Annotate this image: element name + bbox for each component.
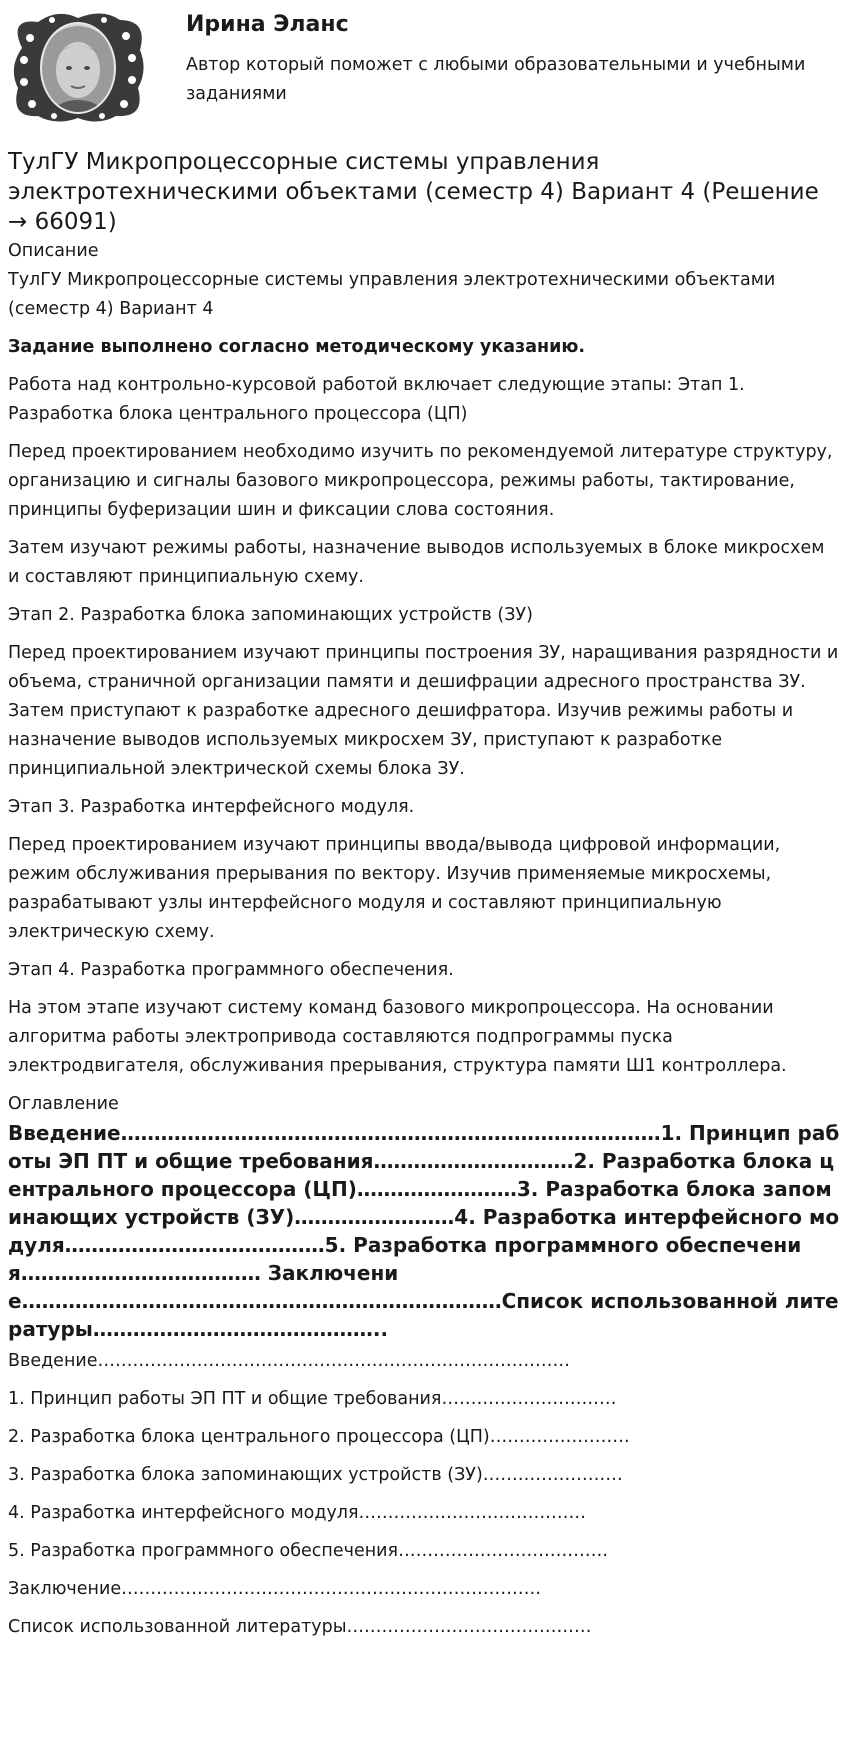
description-paragraph: Перед проектированием изучают принципы построения ЗУ, наращивания разрядности и объема, страничной организации памяти и дешифрации адресного пространства ЗУ. Затем приступают к разработке адресного дешифратора. Изучив режимы работы и назначение выводов используемых микросхем ЗУ, приступают к разработке принципиальной электрической схемы блока ЗУ.: [8, 643, 839, 779]
toc-item: 3. Разработка блока запоминающих устройств (ЗУ)……………………: [8, 1465, 623, 1485]
description-paragraph: Этап 4. Разработка программного обеспечения.: [8, 960, 454, 980]
description-paragraph: Перед проектированием изучают принципы ввода/вывода цифровой информации, режим обслуживания прерывания по вектору. Изучив применяемые микросхемы, разрабатывают узлы интерфейсного модуля и составляют принципиальную электрическую схему.: [8, 835, 781, 942]
toc-item: 1. Принцип работы ЭП ПТ и общие требования…………………………: [8, 1389, 617, 1409]
toc-item: Заключение………………………………………………………………: [8, 1579, 542, 1599]
toc-item: Список использованной литературы……………………………………: [8, 1617, 592, 1637]
description-paragraph: Этап 2. Разработка блока запоминающих устройств (ЗУ): [8, 605, 533, 625]
toc-item: 2. Разработка блока центрального процессора (ЦП)……………………: [8, 1427, 630, 1447]
author-avatar[interactable]: [8, 8, 148, 126]
page-title: ТулГУ Микропроцессорные системы управления электротехническими объектами (семестр 4) Вариант 4 (Решение → 66091): [8, 149, 819, 235]
author-card: [0, 0, 847, 135]
toc-item: Введение………………………………………………………………………: [8, 1351, 571, 1371]
description-paragraph-bold: Задание выполнено согласно методическому указанию.: [8, 337, 586, 357]
description-label: Описание: [8, 241, 99, 261]
author-description: Автор который поможет с любыми образовательными и учебными заданиями: [186, 55, 806, 104]
author-name[interactable]: Ирина Эланс: [186, 12, 349, 37]
main-content: [8, 147, 840, 1651]
description-paragraph: Этап 3. Разработка интерфейсного модуля.: [8, 797, 415, 817]
description-paragraph: ТулГУ Микропроцессорные системы управления электротехническими объектами (семестр 4) Вариант 4: [8, 270, 776, 319]
toc-bold-block: Введение………………………………………………………………………1. Принцип работы ЭП ПТ и общие требования…………………………2. Разработка блока центрального процессора (ЦП)……………………3. Разработка блока запоминающих устройств (ЗУ)……………………4. Разработка интерфейсного модуля…………………………………5. Разработка программного обеспечения……………………………… Заключение………………………………………………………………Список использованной литературы……………………………………..: [8, 1121, 840, 1341]
description-paragraph: На этом этапе изучают систему команд базового микропроцессора. На основании алгоритма работы электропривода составляются подпрограммы пуска электродвигателя, обслуживания прерывания, структура памяти Ш1 контроллера.: [8, 998, 787, 1076]
description-paragraph: Затем изучают режимы работы, назначение выводов используемых в блоке микросхем и составляют принципиальную схему.: [8, 538, 825, 587]
toc-label: Оглавление: [8, 1094, 119, 1114]
toc-item: 5. Разработка программного обеспечения………………………………: [8, 1541, 609, 1561]
description-paragraph: Перед проектированием необходимо изучить по рекомендуемой литературе структуру, организацию и сигналы базового микропроцессора, режимы работы, тактирование, принципы буферизации шин и фиксации слова состояния.: [8, 442, 833, 520]
description-paragraph: Работа над контрольно-курсовой работой включает следующие этапы: Этап 1. Разработка блока центрального процессора (ЦП): [8, 375, 745, 424]
toc-item: 4. Разработка интерфейсного модуля…………………………………: [8, 1503, 587, 1523]
